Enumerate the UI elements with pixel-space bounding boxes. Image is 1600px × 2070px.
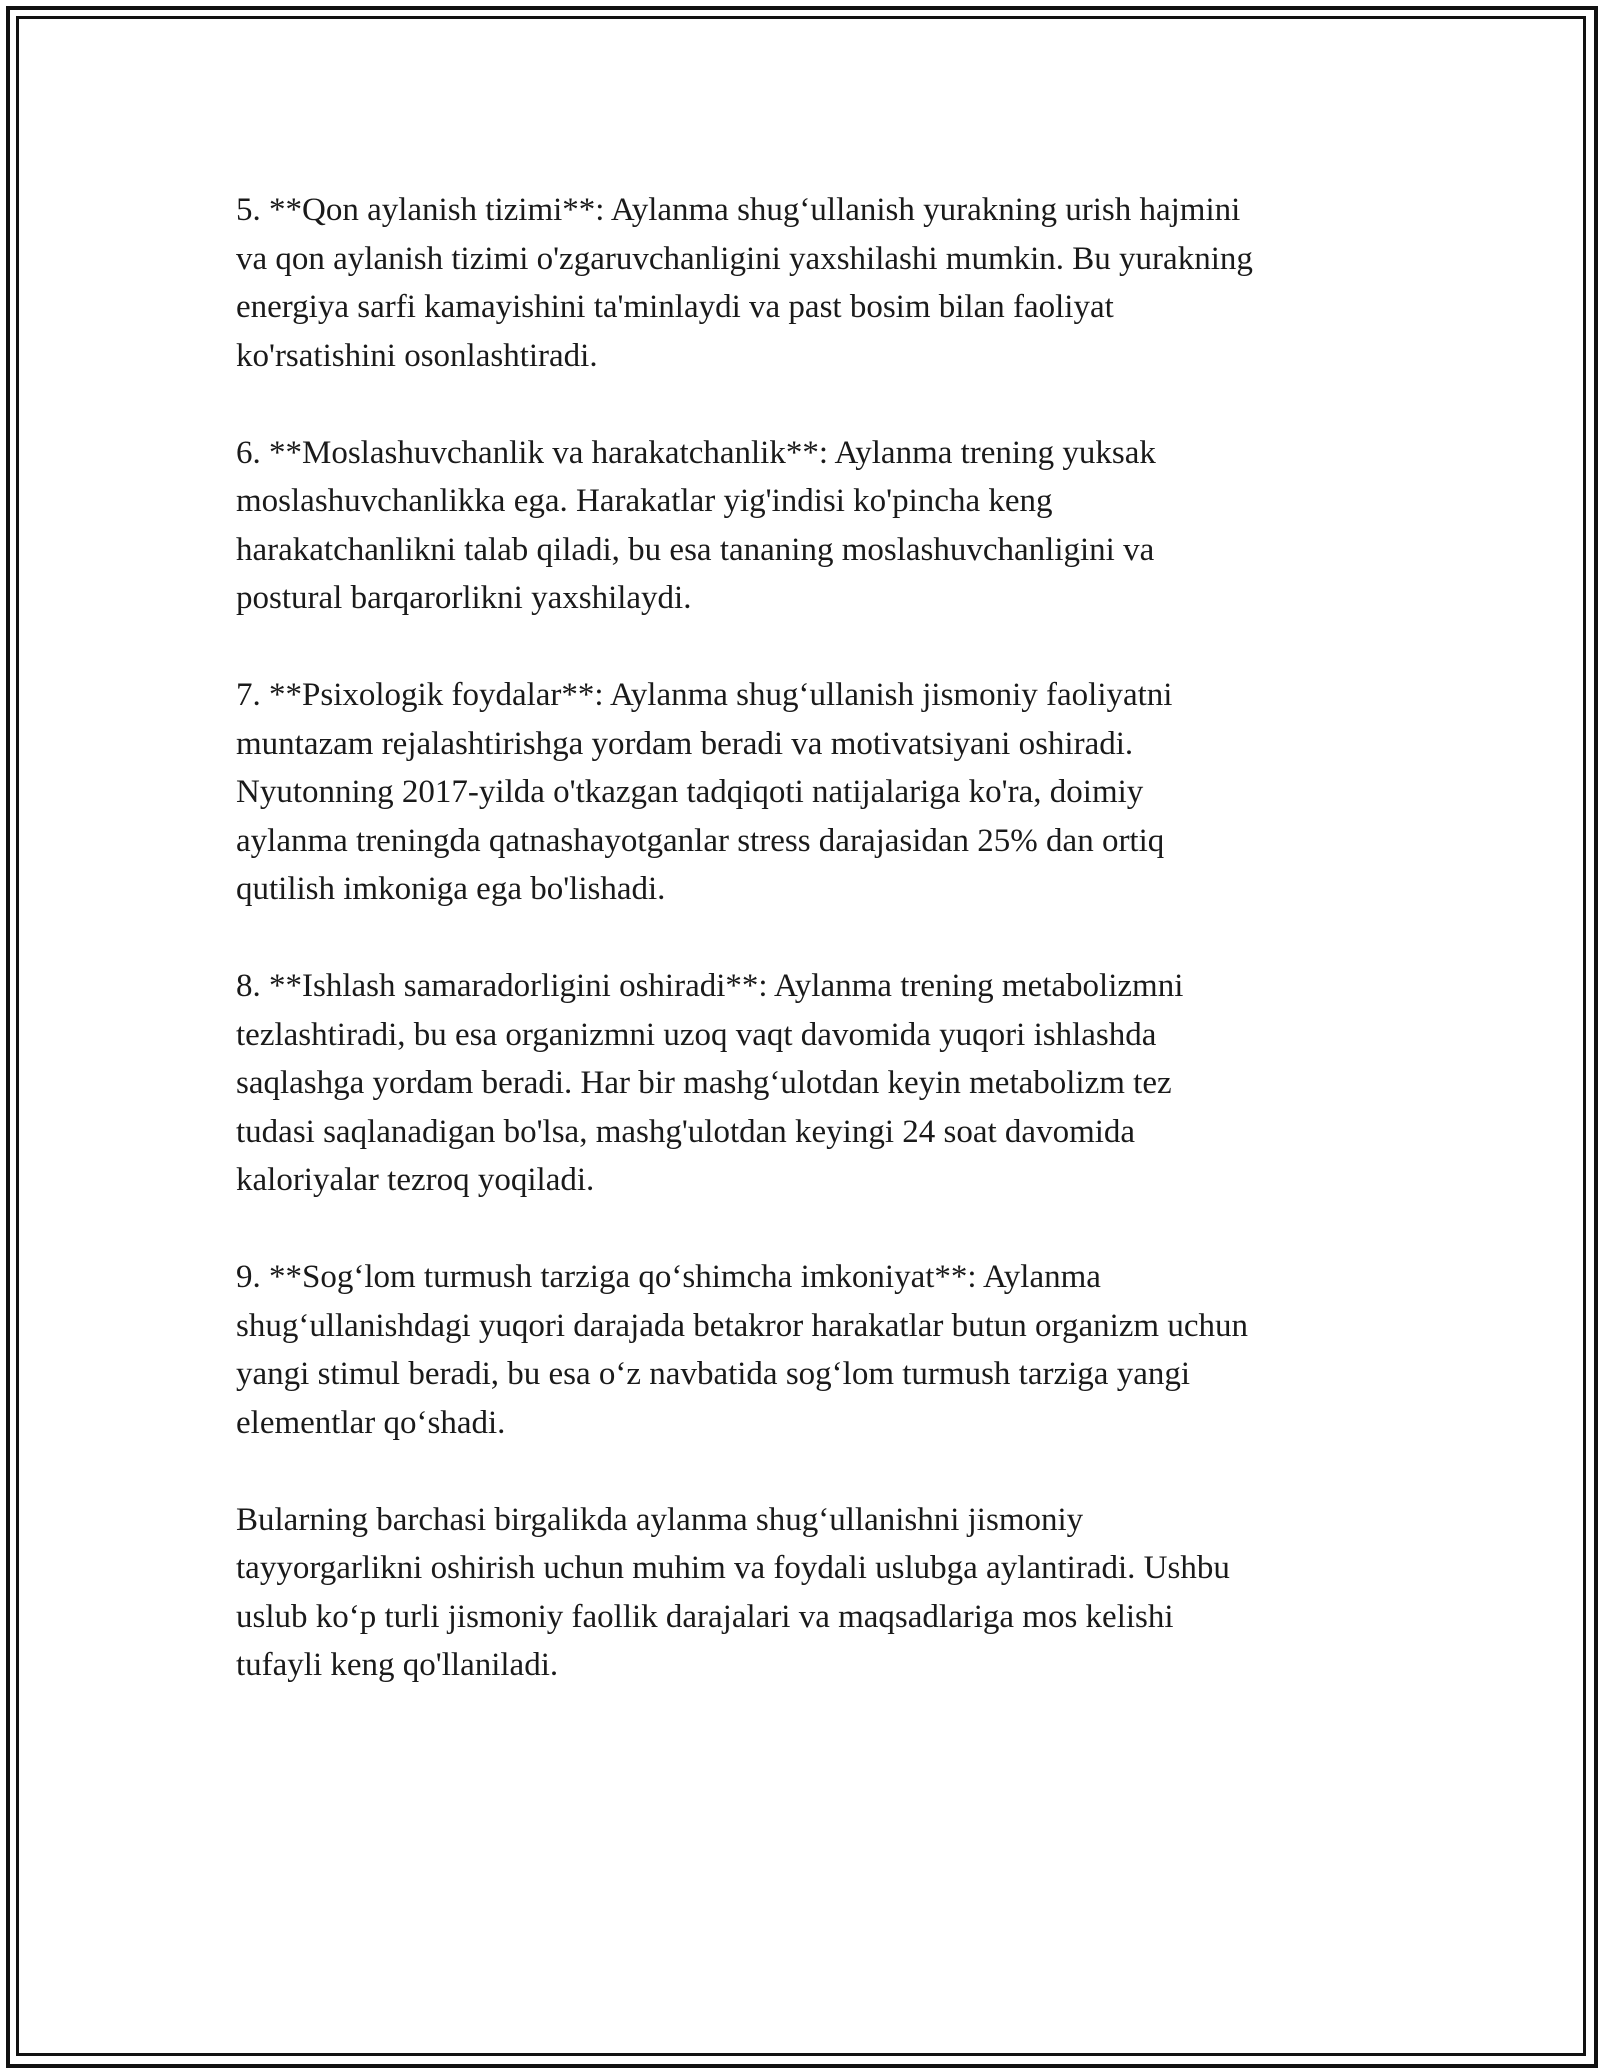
document-body [236, 186, 1376, 1738]
paragraph-healthy-lifestyle: 9. **Sog‘lom turmush tarziga qo‘shimcha imkoniyat**: Aylanma shug‘ullanishdagi yuqori darajada betakror harakatlar butun organizm uchun yangi stimul beradi, bu esa o‘z navbatida sog‘lom turmush tarziga yangi elementlar qo‘shadi. [236, 1259, 1248, 1441]
paragraph-circulatory-system: 5. **Qon aylanish tizimi**: Aylanma shug‘ullanish yurakning urish hajmini va qon aylanish tizimi o'zgaruvchanligini yaxshilashi mumkin. Bu yurakning energiya sarfi kamayishini ta'minlaydi va past bosim bilan faoliyat ko'rsatishini osonlashtiradi. [236, 192, 1253, 374]
paragraph-conclusion: Bularning barchasi birgalikda aylanma shug‘ullanishni jismoniy tayyorgarlikni oshirish uchun muhim va foydali uslubga aylantiradi. Ushbu uslub ko‘p turli jismoniy faollik darajalari va maqsadlariga mos kelishi tufayli keng qo'llaniladi. [236, 1501, 1230, 1683]
paragraph-flexibility-mobility: 6. **Moslashuvchanlik va harakatchanlik**: Aylanma trening yuksak moslashuvchanlikka ega. Harakatlar yig'indisi ko'pincha keng harakatchanlikni talab qiladi, bu esa tananing moslashuvchanligini va postural barqarorlikni yaxshilaydi. [236, 434, 1156, 616]
paragraph-performance: 8. **Ishlash samaradorligini oshiradi**: Aylanma trening metabolizmni tezlashtiradi, bu esa organizmni uzoq vaqt davomida yuqori ishlashda saqlashga yordam beradi. Har bir mashg‘ulotdan keyin metabolizm tez tudasi saqlanadigan bo'lsa, mashg'ulotdan keyingi 24 soat davomida kaloriyalar tezroq yoqiladi. [236, 968, 1184, 1198]
paragraph-psychological-benefits: 7. **Psixologik foydalar**: Aylanma shug‘ullanish jismoniy faoliyatni muntazam rejalashtirishga yordam beradi va motivatsiyani oshiradi. Nyutonning 2017-yilda o'tkazgan tadqiqoti natijalariga ko'ra, doimiy aylanma treningda qatnashayotganlar stress darajasidan 25% dan ortiq qutilish imkoniga ega bo'lishadi. [236, 677, 1173, 907]
